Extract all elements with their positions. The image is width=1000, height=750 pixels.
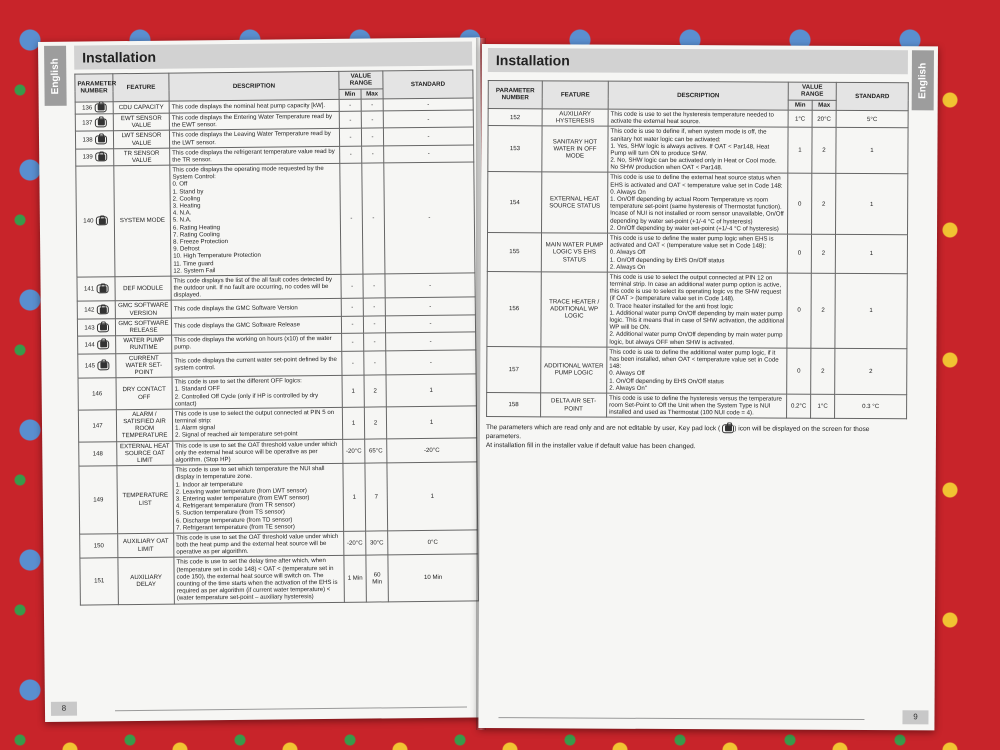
description-cell xyxy=(170,163,341,276)
description-cell xyxy=(169,111,339,130)
description-line: 6. Discharge temperature (from TD sensor) xyxy=(175,515,293,525)
table-row xyxy=(488,126,908,174)
standard-value-cell: - xyxy=(385,297,475,315)
description-line: This code is use to set which temperature the NUI shall display in temperature zone. xyxy=(175,465,325,481)
standard-value-cell: - xyxy=(386,332,476,350)
feature-cell: GMC SOFTWARE RELEASE xyxy=(115,318,171,336)
description-line: 6. Rating Heating xyxy=(172,223,221,232)
max-value-cell: 60 Min xyxy=(366,555,388,601)
feature-cell: EXTERNAL HEAT SOURCE STATUS xyxy=(542,172,608,233)
description-line: 7. Refrigerant temperature (from TE sensor) xyxy=(176,523,295,532)
min-value-cell: 0 xyxy=(787,273,811,348)
min-value-cell: 1 xyxy=(342,407,364,439)
min-value-cell: 0.2°C xyxy=(787,394,811,419)
description-line: This code is use to set the different OFF logics: xyxy=(174,377,302,386)
description-line: 5. N.A. xyxy=(172,216,192,224)
header-description: DESCRIPTION xyxy=(169,71,339,101)
parameter-number-cell xyxy=(77,277,115,302)
description-line: 0. Always Off xyxy=(609,369,645,378)
parameter-number-cell xyxy=(488,108,542,126)
parameter-number: 143 xyxy=(84,323,95,332)
description-cell xyxy=(172,375,342,409)
description-cell xyxy=(172,407,342,441)
lock-icon xyxy=(95,153,107,162)
standard-value-cell: 1 xyxy=(835,273,907,348)
description-line: This code is use to define the additional water pump logic, if it has been installed, when OAT < temperature value set in Code 148: xyxy=(609,348,779,370)
header-feature: FEATURE xyxy=(113,73,169,102)
min-value-cell: - xyxy=(340,146,362,164)
lock-icon xyxy=(95,135,107,144)
parameter-number: 153 xyxy=(509,145,521,153)
description-cell xyxy=(608,126,788,173)
description-line: 10. High Temperature Protection xyxy=(173,251,261,260)
description-cell xyxy=(171,316,341,335)
description-line: This code is use to set the hysteresis temperature needed to activate the external heat source. xyxy=(610,110,774,126)
min-value-cell: - xyxy=(340,163,363,274)
feature-cell: TEMPERATURE LIST xyxy=(117,465,174,533)
description-cell xyxy=(173,464,344,533)
description-line: 9. Defrost xyxy=(173,245,200,253)
header-min: Min xyxy=(339,89,361,100)
min-value-cell: 1 Min xyxy=(344,556,366,602)
min-value-cell: - xyxy=(339,128,361,146)
parameter-number-cell xyxy=(77,319,115,337)
parameter-number: 139 xyxy=(82,153,93,161)
parameter-number-cell xyxy=(78,336,116,354)
min-value-cell: - xyxy=(339,111,361,129)
description-line: 3. Entering water temperature (from EWT sensor) xyxy=(175,494,310,503)
footnote xyxy=(486,423,906,453)
description-line: 12. System Fail xyxy=(173,266,216,275)
header-max: Max xyxy=(361,89,383,100)
feature-cell: AUXILIARY DELAY xyxy=(118,558,174,605)
footnote-text: ) icon will be displayed on the screen for those parameters. xyxy=(485,425,870,441)
feature-cell: DRY CONTACT OFF xyxy=(116,377,172,409)
description-line: This code is use to select the output connected at PIN 5 on terminal strip: xyxy=(174,408,335,425)
footnote-line xyxy=(486,423,906,444)
parameter-number-cell xyxy=(76,166,115,277)
parameter-number: 156 xyxy=(509,305,520,313)
max-value-cell: - xyxy=(362,163,385,274)
parameter-number-cell xyxy=(487,346,541,392)
table-body xyxy=(487,108,909,419)
max-value-cell: 20°C xyxy=(812,110,836,128)
header-value-range: VALUE RANGE xyxy=(339,71,383,89)
max-value-cell: 2 xyxy=(364,407,386,439)
page-title: Installation xyxy=(74,41,472,69)
feature-cell: AUXILIARY HYSTERESIS xyxy=(542,109,608,127)
standard-value-cell: -20°C xyxy=(387,438,477,464)
min-value-cell: - xyxy=(339,99,361,111)
description-line: This code is use to set the OAT threshold value under which both the heat pump and the external heat source will be operative as per algorithm. xyxy=(176,532,339,556)
standard-value-cell: 1 xyxy=(386,374,476,407)
feature-cell: ALARM / SATISFIED AIR ROOM TEMPERATURE xyxy=(116,409,172,441)
feature-cell: TR SENSOR VALUE xyxy=(114,148,170,166)
min-value-cell: 0 xyxy=(788,174,812,235)
description-line: 1. On/Off depending by EHS On/Off status xyxy=(609,377,724,385)
standard-value-cell: 1 xyxy=(386,406,476,439)
description-cell xyxy=(173,439,343,465)
max-value-cell: 2 xyxy=(812,128,836,174)
standard-value-cell: 1 xyxy=(836,128,908,175)
lock-icon xyxy=(722,424,734,433)
description-line: 1. On/Off depending by EHS On/Off status xyxy=(609,256,725,264)
standard-value-cell: 2 xyxy=(835,348,907,395)
feature-cell: CURRENT WATER SET-POINT xyxy=(116,353,172,378)
description-cell xyxy=(169,129,339,148)
description-line: This code displays the Entering Water Temperature read by the EWT sensor. xyxy=(171,112,333,129)
parameter-number-cell xyxy=(77,301,115,319)
footer-rule xyxy=(498,717,864,720)
header-parameter-number: PARAMETER NUMBER xyxy=(75,74,113,102)
page-number: 9 xyxy=(902,710,928,724)
description-line: This code displays the current water set-point defined by the system control. xyxy=(174,356,337,372)
parameter-table xyxy=(74,69,479,605)
description-cell xyxy=(170,146,340,165)
parameter-number-cell xyxy=(75,102,113,114)
parameter-number: 149 xyxy=(93,496,104,504)
table-row xyxy=(79,462,478,534)
parameter-number-cell xyxy=(78,378,116,410)
min-value-cell: 1°C xyxy=(788,110,812,128)
table-row xyxy=(487,346,907,394)
min-value-cell: -20°C xyxy=(343,439,365,464)
description-line: 2. Controlled Off Cycle (only if HP is controlled by dry contact) xyxy=(174,391,319,408)
header-value-range: VALUE RANGE xyxy=(788,82,836,100)
min-value-cell: - xyxy=(342,351,364,376)
parameter-number: 136 xyxy=(82,104,93,112)
parameter-number: 144 xyxy=(84,341,95,349)
standard-value-cell: 1 xyxy=(835,234,907,273)
description-line: 0. Off xyxy=(172,180,188,189)
description-line: This code displays the list of the all fault codes detected by the outdoor unit. If no fault are occurring, no codes will be displayed. xyxy=(173,275,333,299)
feature-cell: EWT SENSOR VALUE xyxy=(113,113,169,131)
standard-value-cell: 0°C xyxy=(388,530,478,556)
max-value-cell: - xyxy=(362,146,384,164)
description-line: 1. Additional water pump On/Off depending by main water pump logic. This it means that in case of SHW activation, the additional WP will be ON. xyxy=(609,309,785,332)
standard-value-cell: 5°C xyxy=(836,110,908,128)
feature-cell: SYSTEM MODE xyxy=(114,165,171,276)
parameter-number-cell xyxy=(487,271,541,346)
description-line: 7. Rating Cooling xyxy=(172,230,220,239)
description-line: 2. On/Off depending by water set-point (+1/-4 °C of hysteresis) xyxy=(610,224,779,233)
description-line: 2. Leaving water temperature (from LWT sensor) xyxy=(175,486,307,496)
lock-icon xyxy=(94,118,106,127)
language-tab xyxy=(44,46,67,106)
description-cell xyxy=(171,299,341,318)
description-line: 1. Standard OFF xyxy=(174,385,221,393)
standard-value-cell: - xyxy=(383,110,473,128)
description-line: 0. Always Off xyxy=(609,248,646,257)
parameter-number: 157 xyxy=(508,365,519,373)
description-cell xyxy=(171,274,341,300)
lock-icon xyxy=(95,217,107,226)
max-value-cell: 2 xyxy=(811,234,835,273)
max-value-cell: - xyxy=(361,128,383,146)
description-line: This code displays the GMC Software Release xyxy=(173,321,301,330)
parameter-number-cell xyxy=(80,558,118,605)
min-value-cell: - xyxy=(341,274,363,299)
page-number: 8 xyxy=(51,702,77,716)
description-line: This code is use to define the external heat source status when EHS is activated and OAT < temperature value set in Code 148: xyxy=(610,174,783,190)
parameter-number-cell xyxy=(487,392,541,417)
standard-value-cell: - xyxy=(384,162,475,274)
language-tab-label: English xyxy=(917,62,929,99)
feature-cell: EXTERNAL HEAT SOURCE OAT LIMIT xyxy=(117,441,173,466)
description-cell xyxy=(172,334,342,353)
description-line: This code displays the Leaving Water Temperature read by the LWT sensor. xyxy=(171,130,331,147)
parameter-number: 145 xyxy=(84,362,96,370)
min-value-cell: 1 xyxy=(788,127,812,173)
description-line: 3. Heating xyxy=(172,202,201,210)
language-tab-label: English xyxy=(49,57,62,94)
max-value-cell: 30°C xyxy=(366,531,388,556)
standard-value-cell: - xyxy=(384,145,474,163)
standard-value-cell: - xyxy=(385,315,475,333)
feature-cell: WATER PUMP RUNTIME xyxy=(116,335,172,353)
max-value-cell: - xyxy=(361,99,383,111)
max-value-cell: 2 xyxy=(364,375,386,407)
feature-cell: MAIN WATER PUMP LOGIC VS EHS STATUS xyxy=(541,233,607,272)
footnote-text: The parameters which are read only and are not editable by user, Key pad lock ( xyxy=(485,424,721,433)
parameter-number: 141 xyxy=(83,285,95,293)
parameter-number-cell xyxy=(80,534,118,559)
table-row xyxy=(78,374,476,410)
table-row xyxy=(488,108,908,128)
description-cell xyxy=(174,556,344,604)
header-standard: STANDARD xyxy=(836,82,908,110)
parameter-number: 158 xyxy=(508,401,519,409)
description-cell xyxy=(172,351,342,377)
description-cell xyxy=(607,272,787,348)
max-value-cell: 2 xyxy=(812,174,836,235)
lock-icon xyxy=(97,323,109,332)
header-parameter-number: PARAMETER NUMBER xyxy=(488,81,542,109)
max-value-cell: - xyxy=(363,316,385,334)
description-line: This code is use to define the water pump logic when EHS is activated and OAT < (temperature value set in Code 148): xyxy=(609,234,774,250)
description-line: 4. N.A. xyxy=(172,209,192,217)
max-value-cell: - xyxy=(361,111,383,129)
parameter-number-cell xyxy=(75,131,113,149)
table-row xyxy=(80,554,478,604)
feature-cell: CDU CAPACITY xyxy=(113,101,169,114)
feature-cell: DELTA AIR SET-POINT xyxy=(541,393,607,418)
description-line: This code displays the operating mode requested by the System Control: xyxy=(172,165,324,181)
description-line: 8. Freeze Protection xyxy=(173,237,229,246)
parameter-number: 148 xyxy=(92,450,103,458)
description-line: 1. Indoor air temperature xyxy=(175,480,243,489)
min-value-cell: - xyxy=(341,299,363,317)
description-line: This code displays the nominal heat pump capacity [kW]. xyxy=(171,101,326,111)
feature-cell: AUXILIARY OAT LIMIT xyxy=(118,533,174,558)
parameter-number-cell xyxy=(487,232,541,271)
description-cell xyxy=(608,109,788,127)
standard-value-cell: 1 xyxy=(836,174,908,235)
max-value-cell: - xyxy=(364,350,386,375)
lock-icon xyxy=(94,103,106,112)
parameter-number: 152 xyxy=(510,113,521,121)
min-value-cell: - xyxy=(341,316,363,334)
parameter-number: 155 xyxy=(509,248,520,256)
description-line: This code is use to define if, when system mode is off, the sanitary hot water logic can be activated: xyxy=(610,127,767,143)
description-line: This code is use to set the OAT threshold value under which only the external heat source will be operative as per algorithm. (Stop HP) xyxy=(175,440,338,464)
standard-value-cell: - xyxy=(383,127,473,145)
description-cell xyxy=(607,393,787,419)
description-line: 4. Refrigerant temperature (from TR sensor) xyxy=(175,501,296,510)
description-line: This code displays the working on hours (x10) of the water pump. xyxy=(174,335,332,351)
description-line: 11. Time guard xyxy=(173,259,214,268)
description-line: 2. Always On" xyxy=(609,384,647,392)
max-value-cell: - xyxy=(363,298,385,316)
parameter-number: 142 xyxy=(84,306,95,314)
header-max: Max xyxy=(812,100,836,110)
parameter-table xyxy=(486,80,909,420)
parameter-number-cell xyxy=(78,410,116,442)
footnote-line: At installation fill in the installer value if default value has been changed. xyxy=(485,441,696,450)
parameter-number: 150 xyxy=(93,542,104,550)
min-value-cell: 0 xyxy=(787,348,811,394)
header-min: Min xyxy=(788,100,812,110)
description-cell xyxy=(607,347,787,394)
description-line: This code displays the refrigerant temperature value read by the TR sensor. xyxy=(172,147,335,164)
table-row xyxy=(78,406,476,442)
parameter-number-cell xyxy=(78,353,116,378)
max-value-cell: 65°C xyxy=(365,438,387,463)
standard-value-cell: - xyxy=(386,349,476,375)
table-row xyxy=(487,232,907,273)
lock-icon xyxy=(97,361,109,370)
description-line: 5. Suction temperature (from TS sensor) xyxy=(175,508,285,517)
description-cell xyxy=(174,531,344,557)
feature-cell: LWT SENSOR VALUE xyxy=(113,130,169,148)
feature-cell: DEF MODULE xyxy=(115,276,171,301)
parameter-number-cell xyxy=(79,441,117,466)
description-line: 2. Cooling xyxy=(172,195,201,203)
standard-value-cell: - xyxy=(383,98,473,111)
min-value-cell: 1 xyxy=(342,375,364,407)
description-line: 2. Always On xyxy=(609,263,646,271)
max-value-cell: 2 xyxy=(811,348,835,394)
right-page xyxy=(478,44,938,730)
table-row xyxy=(488,172,908,235)
description-line: This code displays the GMC Software Version xyxy=(173,304,298,313)
parameter-number-cell xyxy=(488,126,542,172)
header-description: DESCRIPTION xyxy=(608,81,788,110)
description-cell xyxy=(607,233,787,273)
parameter-number: 151 xyxy=(94,577,105,585)
lock-icon xyxy=(96,305,108,314)
max-value-cell: - xyxy=(364,333,386,351)
page-title: Installation xyxy=(488,48,908,74)
parameter-number: 147 xyxy=(92,422,103,430)
description-line: 2. Additional water pump On/Off depending by main water pump logic, but always OFF when SHW is activated. xyxy=(609,331,783,346)
left-page xyxy=(38,37,487,722)
description-line: 1. Alarm signal xyxy=(175,424,216,432)
min-value-cell: - xyxy=(342,333,364,351)
parameter-number: 154 xyxy=(509,198,520,206)
feature-cell: TRACE HEATER / ADDITIONAL WP LOGIC xyxy=(541,272,607,347)
max-value-cell: - xyxy=(363,274,385,299)
min-value-cell: 0 xyxy=(787,234,811,273)
standard-value-cell: 1 xyxy=(387,462,478,531)
language-tab xyxy=(912,50,934,110)
feature-cell: SANITARY HOT WATER IN OFF MODE xyxy=(542,126,608,172)
description-cell xyxy=(608,173,788,234)
parameter-number-cell xyxy=(75,114,113,132)
max-value-cell: 1°C xyxy=(811,394,835,419)
max-value-cell: 7 xyxy=(365,463,388,531)
header-feature: FEATURE xyxy=(542,81,608,109)
lock-icon xyxy=(97,340,109,349)
standard-value-cell: 0.3 °C xyxy=(835,394,907,419)
table-body xyxy=(75,98,478,605)
feature-cell: ADDITIONAL WATER PUMP LOGIC xyxy=(541,347,607,393)
header-standard: STANDARD xyxy=(383,70,473,99)
table-row xyxy=(76,162,475,277)
description-line: This code is use to select the output connected at PIN 12 on terminal strip. In case an additional water pump option is active, this code is use to select its operating logic vs the SHW request (if OAT > (temperature value set in Code 148). xyxy=(609,273,782,303)
description-line: 2. Signal of reached air temperature set-point xyxy=(175,430,298,440)
parameter-number: 138 xyxy=(82,136,93,144)
description-line: 2. No, SHW logic can be activated only in Heat or Cool mode. No SHW production when OAT < Par148. xyxy=(610,156,777,172)
table-row xyxy=(487,271,907,348)
parameter-number: 140 xyxy=(83,217,94,226)
feature-cell: GMC SOFTWARE VERSION xyxy=(115,301,171,319)
description-line: This code is use to set the delay time after which, when (temperature set in code 148) < OAT < (temperature set in code 150), the external heat source will switch on. The counting of the time starts when the activation of the EHS is required as per algorithm (if current water temperature) < (water temperature set-point – auxiliary hysteresis) xyxy=(176,557,338,602)
description-line: 1. On/Off depending by actual Room Temperature vs room temperature set-point (same hysteresis of Thermostat function). Incase of NUI is not installed or room sensor unavailable, On/Off depending by water set-point (+1/-4 °C of hysteresis) xyxy=(610,195,784,225)
standard-value-cell: - xyxy=(385,273,475,299)
parameter-number-cell xyxy=(79,466,118,534)
parameter-number-cell xyxy=(76,148,114,166)
description-line: 1. Yes, SHW logic is always actives. If OAT < Par148, Heat Pump will turn ON to produce SHW. xyxy=(610,142,770,158)
footer-rule xyxy=(115,707,467,712)
min-value-cell: -20°C xyxy=(344,531,366,556)
parameter-number-cell xyxy=(488,172,542,233)
description-line: 0. Always On xyxy=(610,188,646,196)
parameter-number: 137 xyxy=(82,119,93,127)
description-line: 1. Stand by xyxy=(172,187,204,196)
table-row xyxy=(487,392,907,419)
min-value-cell: 1 xyxy=(343,463,366,531)
lock-icon xyxy=(96,284,108,293)
max-value-cell: 2 xyxy=(811,273,835,348)
description-line: This code is use to define the hysteresis versus the temperature room Set-Point to Off the Unit when the System Type is NUI installed and used as Thermostat (100 NUI code = 4). xyxy=(609,394,782,417)
parameter-number: 146 xyxy=(92,390,103,398)
standard-value-cell: 10 Min xyxy=(388,554,478,601)
description-line: 0. Trace heater installed for the anti frost logic xyxy=(609,302,733,310)
